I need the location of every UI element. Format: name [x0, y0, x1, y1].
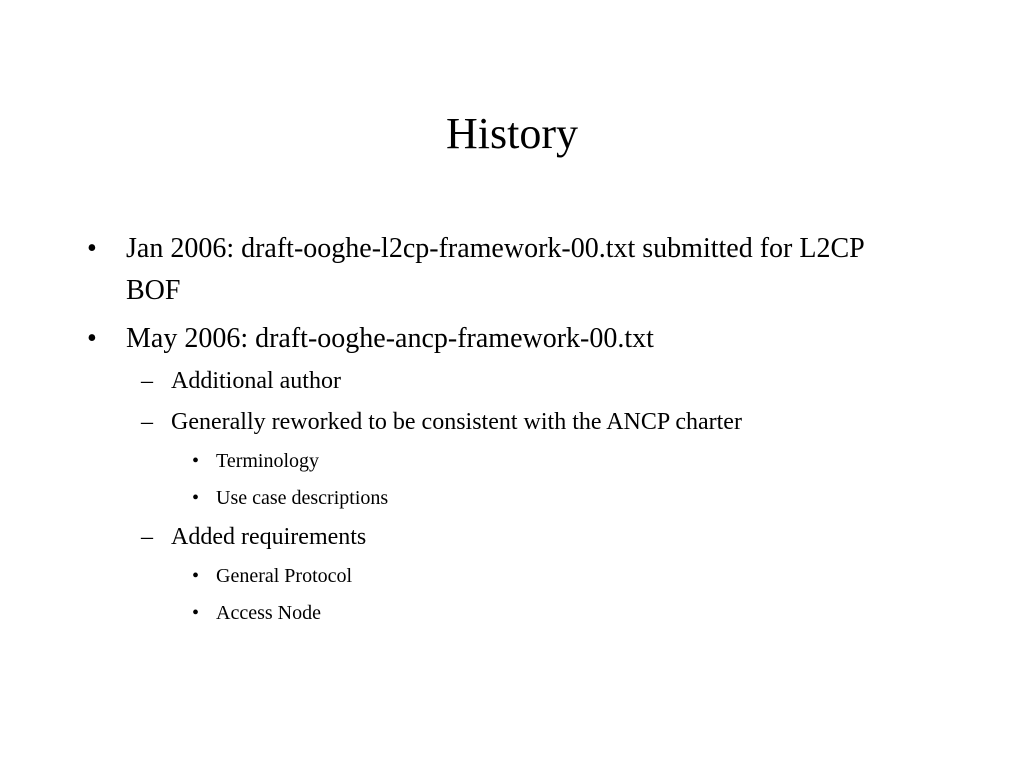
- sub-bullet-item: [0, 366, 1024, 396]
- sub-bullet-item: [0, 522, 1024, 552]
- sub-sub-bullet-text: Terminology: [216, 450, 320, 472]
- bullet-marker: •: [192, 487, 200, 509]
- sub-sub-bullet-item: [0, 485, 1024, 511]
- bullet-marker: •: [87, 233, 97, 264]
- sub-bullet-text: Additional author: [171, 368, 341, 394]
- dash-marker: –: [141, 368, 153, 394]
- sub-sub-bullet-text: General Protocol: [216, 565, 353, 587]
- bullet-marker: •: [192, 602, 200, 624]
- sub-sub-bullet-item: [0, 600, 1024, 626]
- bullet-item: [0, 318, 906, 360]
- bullet-item: [0, 228, 906, 312]
- sub-bullet-text: Added requirements: [171, 524, 367, 550]
- dash-marker: –: [141, 524, 153, 550]
- bullet-text: Jan 2006: draft-ooghe-l2cp-framework-00.txt submitted for L2CP BOF: [126, 233, 864, 306]
- bullet-marker: •: [192, 565, 200, 587]
- sub-sub-bullet-text: Use case descriptions: [216, 487, 389, 509]
- sub-sub-bullet-item: [0, 563, 1024, 589]
- sub-bullet-text: Generally reworked to be consistent with the ANCP charter: [171, 409, 742, 435]
- slide-title: History: [446, 109, 578, 158]
- sub-sub-bullet-item: [0, 448, 1024, 474]
- sub-sub-bullet-text: Access Node: [216, 602, 321, 624]
- sub-bullet-item: [0, 407, 1024, 437]
- bullet-list: [0, 228, 1024, 637]
- bullet-text: May 2006: draft-ooghe-ancp-framework-00.txt: [126, 323, 654, 354]
- bullet-marker: •: [192, 450, 200, 472]
- bullet-marker: •: [87, 323, 97, 354]
- dash-marker: –: [141, 409, 153, 435]
